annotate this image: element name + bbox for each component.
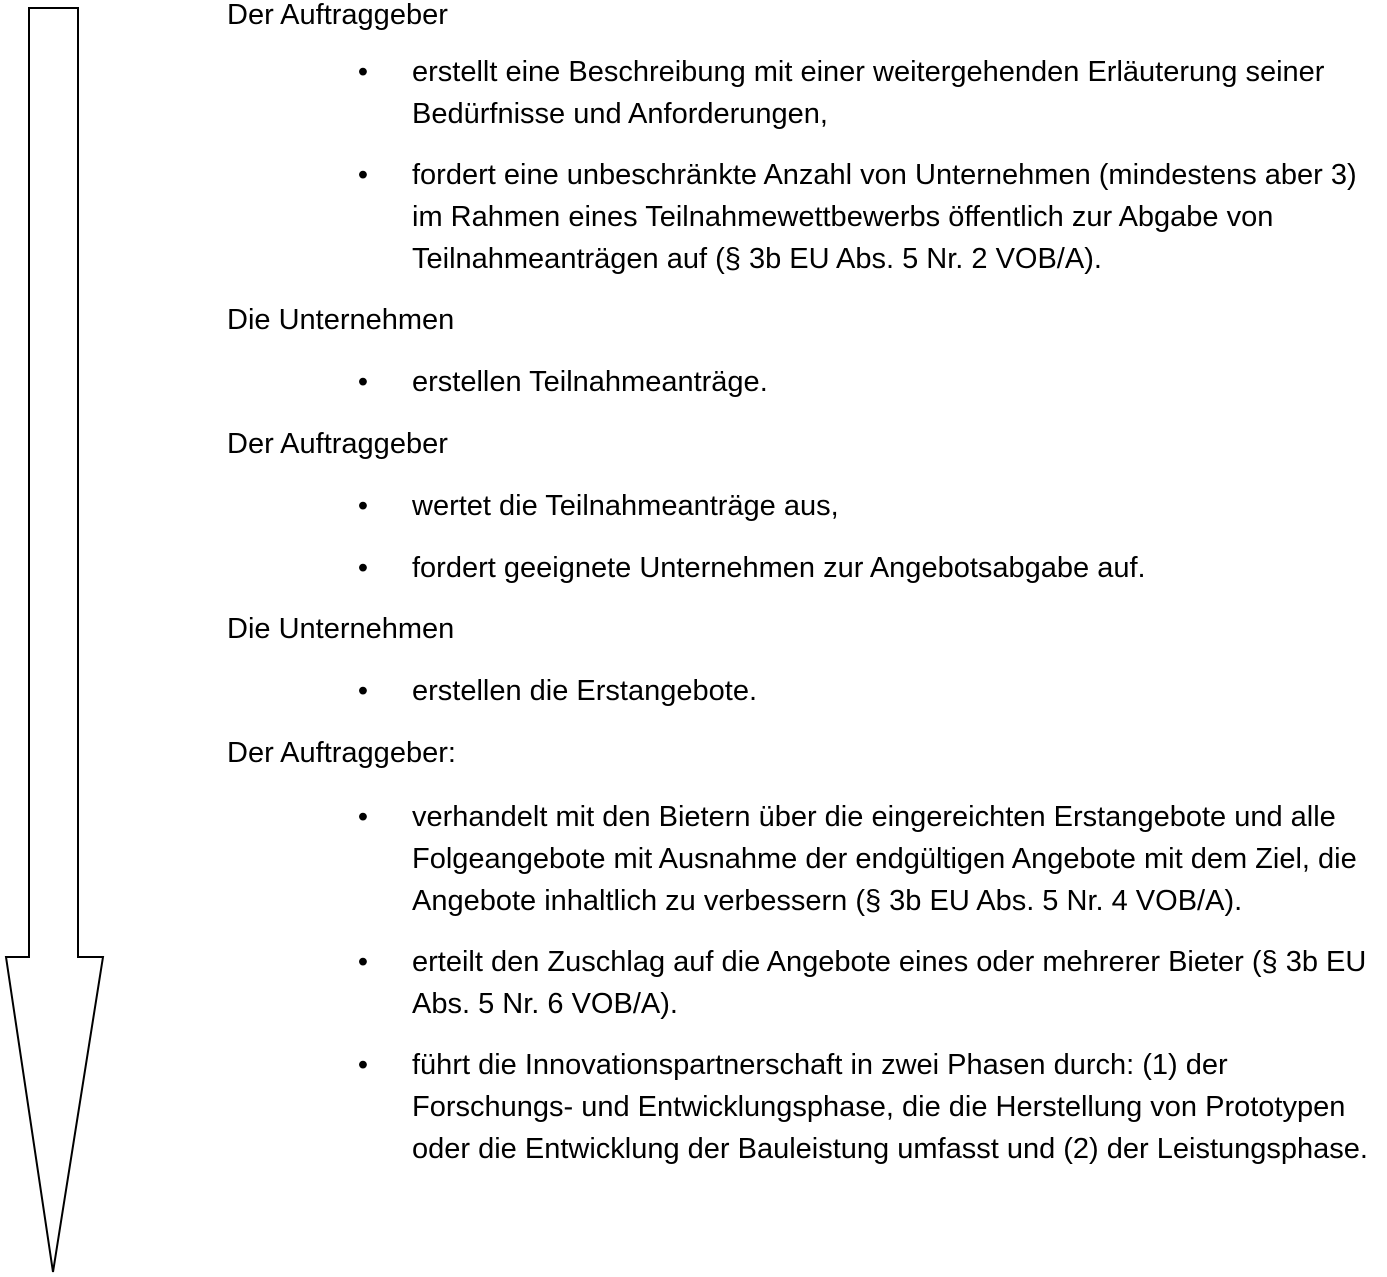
list-item xyxy=(227,485,1387,527)
list-item-text: fordert geeignete Unternehmen zur Angebotsabgabe auf. xyxy=(412,552,1146,584)
list-item xyxy=(227,547,1387,589)
list-item xyxy=(227,361,1387,403)
bullet-icon: • xyxy=(357,490,369,522)
list-item xyxy=(227,796,1387,922)
list-item-text: führt die Innovationspartnerschaft in zwei Phasen durch: (1) der Forschungs- und Entwicklungsphase, die die Herstellung von Prototypen oder die Entwicklung der Bauleistung umfasst und (2) der Leistungsphase. xyxy=(412,1049,1368,1165)
actor-heading-unternehmen: Die Unternehmen xyxy=(227,613,455,645)
bullet-icon: • xyxy=(357,946,369,978)
down-arrow-icon xyxy=(0,0,110,1277)
list-item-text: erstellt eine Beschreibung mit einer weitergehenden Erläuterung seiner Bedürfnisse und Anforderungen, xyxy=(412,56,1325,130)
list-item-text: erstellen Teilnahmeanträge. xyxy=(412,366,768,398)
list-item xyxy=(227,1044,1387,1170)
actor-heading-auftraggeber: Der Auftraggeber: xyxy=(227,737,456,769)
list-item xyxy=(227,670,1387,712)
list-item-text: wertet die Teilnahmeanträge aus, xyxy=(412,490,839,522)
bullet-icon: • xyxy=(357,801,369,833)
bullet-icon: • xyxy=(357,56,369,88)
list-item-text: erteilt den Zuschlag auf die Angebote eines oder mehrerer Bieter (§ 3b EU Abs. 5 Nr. 6 VOB/A). xyxy=(412,946,1367,1020)
list-item-text: verhandelt mit den Bietern über die eingereichten Erstangebote und alle Folgeangebote mit Ausnahme der endgültigen Angebote mit dem Ziel, die Angebote inhaltlich zu verbessern (§ 3b EU Abs. 5 Nr. 4 VOB/A). xyxy=(412,801,1357,917)
bullet-icon: • xyxy=(357,1049,369,1081)
list-item xyxy=(227,941,1387,1025)
process-steps xyxy=(227,0,1387,1170)
list-item xyxy=(227,51,1387,135)
bullet-icon: • xyxy=(357,159,369,191)
bullet-icon: • xyxy=(357,552,369,584)
list-item-text: fordert eine unbeschränkte Anzahl von Unternehmen (mindestens aber 3) im Rahmen eines Teilnahmewettbewerbs öffentlich zur Abgabe von Teilnahmeanträgen auf (§ 3b EU Abs. 5 Nr. 2 VOB/A). xyxy=(412,159,1357,275)
actor-heading-auftraggeber: Der Auftraggeber xyxy=(227,0,448,31)
bullet-icon: • xyxy=(357,366,369,398)
actor-heading-unternehmen: Die Unternehmen xyxy=(227,304,455,336)
actor-heading-auftraggeber: Der Auftraggeber xyxy=(227,428,448,460)
bullet-icon: • xyxy=(357,675,369,707)
list-item xyxy=(227,154,1387,280)
list-item-text: erstellen die Erstangebote. xyxy=(412,675,757,707)
